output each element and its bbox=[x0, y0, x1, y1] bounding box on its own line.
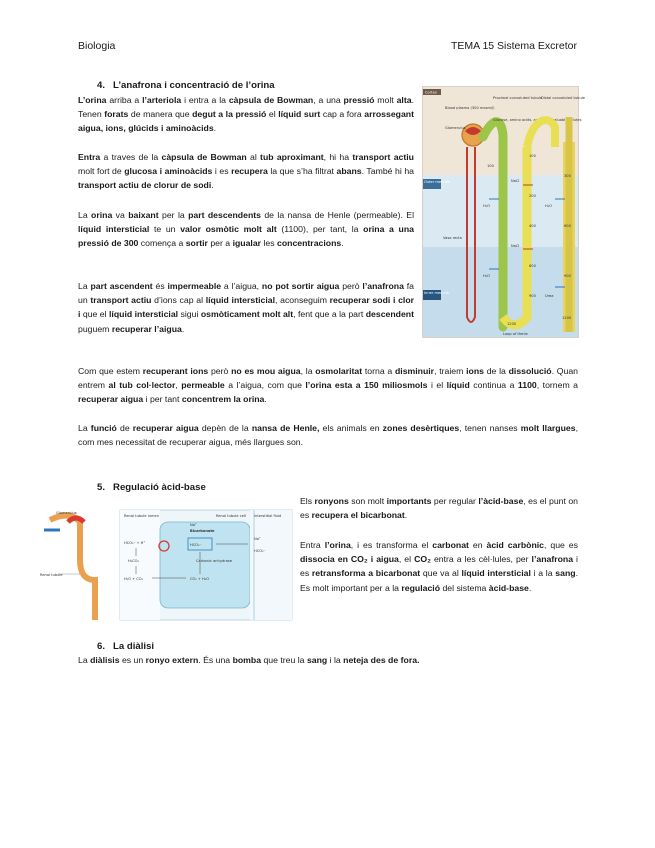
text-run: de bbox=[116, 423, 133, 433]
text-run: de la bbox=[483, 366, 509, 376]
bold-run: líquid surt bbox=[278, 109, 321, 120]
osmo-400: 400 bbox=[529, 224, 536, 228]
bold-run: ions bbox=[466, 366, 484, 376]
nacl-marker-1: NaCl bbox=[511, 179, 520, 183]
section-4-title: L’anafrona i concentració de l’orina bbox=[113, 80, 275, 91]
carbonic-anhydrase-label: Carbonic anhydrase bbox=[196, 559, 232, 563]
nacl-marker-2: NaCl bbox=[511, 244, 520, 248]
nephron-diagram-svg bbox=[423, 87, 585, 337]
text-run: . bbox=[404, 510, 408, 521]
text-run: que va al bbox=[420, 568, 462, 579]
bold-run: ronyons bbox=[314, 496, 349, 506]
bold-run: valor osmòtic molt alt bbox=[180, 224, 277, 235]
text-run: i es bbox=[300, 554, 578, 579]
glomerulus-label: Glomerulus bbox=[445, 126, 466, 130]
text-run: arriba a bbox=[106, 95, 143, 105]
text-run: cap a fora bbox=[320, 109, 365, 120]
na-in-label: Na⁺ bbox=[190, 523, 197, 527]
bold-run: l’àcid-base bbox=[478, 496, 524, 506]
bold-run: càpsula de Bowman bbox=[228, 95, 314, 105]
bold-run: orina bbox=[91, 210, 113, 220]
bicarbonate-label: Bicarbonate bbox=[190, 529, 215, 533]
lumen-zone bbox=[120, 510, 160, 620]
text-run: . bbox=[528, 582, 532, 593]
bold-run: Entra bbox=[78, 152, 101, 162]
bold-run: regulació bbox=[401, 582, 441, 593]
bold-run: l’arteriola bbox=[142, 95, 182, 105]
hco3-h-lumen: HCO₃⁻ + H⁺ bbox=[124, 541, 146, 545]
osmo-duct-900: 900 bbox=[564, 274, 571, 278]
bold-run: recuperar aigua bbox=[132, 423, 199, 433]
text-run: , a una bbox=[313, 95, 344, 105]
bold-run: importants bbox=[386, 496, 432, 506]
bold-run: igualar bbox=[232, 238, 262, 249]
glucose-label: Glucose, amino acids, and other valuable solutes bbox=[493, 118, 582, 122]
bold-run: transport actiu bbox=[352, 152, 414, 162]
distal-label: Distal convoluted tubule bbox=[541, 96, 585, 100]
bold-run: no es mou aigua bbox=[231, 366, 301, 376]
bold-run: 1100 bbox=[517, 380, 537, 391]
text-run: molt bbox=[374, 95, 397, 105]
bold-run: l’orina bbox=[324, 540, 351, 550]
text-run: i el bbox=[427, 380, 447, 391]
bold-run: orina a una pressió de 300 bbox=[78, 224, 414, 249]
bold-run: al tub col·lector bbox=[108, 380, 176, 391]
osmo-100: 100 bbox=[529, 154, 536, 158]
section-4-paragraph-4 bbox=[78, 279, 414, 336]
bold-run: líquid intersticial bbox=[205, 295, 276, 306]
text-run: . Quan entrem bbox=[78, 366, 578, 391]
text-run: a l’aigua, com que bbox=[224, 380, 306, 391]
text-run: Com que estem bbox=[78, 366, 143, 376]
text-run: i entra a la bbox=[181, 95, 229, 105]
bold-run: osmòticament molt alt bbox=[200, 309, 294, 320]
text-run: (1100), per tant, la bbox=[276, 224, 364, 235]
cell-hco3: HCO₃⁻ bbox=[190, 543, 202, 547]
text-run: i per tant bbox=[143, 394, 182, 405]
text-run: d’ions cap al bbox=[151, 295, 206, 306]
text-run: per regular bbox=[431, 496, 479, 506]
bold-run: l’anafrona bbox=[362, 281, 404, 291]
text-run: i es bbox=[212, 166, 232, 177]
text-run: . bbox=[264, 394, 267, 405]
bold-run: CO₂ bbox=[414, 554, 431, 565]
tubule-cell bbox=[160, 522, 250, 608]
text-run: i a la bbox=[530, 568, 556, 579]
osmo-200: 200 bbox=[529, 194, 536, 198]
bold-run: disminuir bbox=[394, 366, 435, 376]
text-run: que treu la bbox=[261, 655, 307, 665]
text-run: , bbox=[175, 380, 182, 391]
text-run: per la bbox=[158, 210, 189, 220]
text-run: al bbox=[246, 152, 261, 162]
text-run: les bbox=[261, 238, 277, 249]
text-run: , com mes necessitat de recuperar aigua, més llargues son. bbox=[78, 423, 578, 448]
text-run: per a bbox=[207, 238, 233, 249]
osmo-duct-1200: 1200 bbox=[562, 316, 572, 320]
text-run: , hi ha bbox=[323, 152, 353, 162]
text-run: , es el punt on es bbox=[300, 496, 578, 521]
text-run: entra a les cèl·lules, per bbox=[430, 554, 532, 565]
osmo-duct-300: 300 bbox=[564, 174, 571, 178]
section-4-paragraph-5 bbox=[78, 364, 578, 407]
text-run: és bbox=[152, 281, 168, 291]
text-run: , i es transforma el bbox=[350, 540, 433, 550]
bold-run: líquid intersticial bbox=[461, 568, 531, 579]
bold-run: l’anafrona bbox=[531, 554, 574, 565]
text-run: La bbox=[78, 281, 91, 291]
bold-run: concentracions bbox=[277, 238, 342, 249]
h2o-co2-lumen: H₂O + CO₂ bbox=[124, 577, 144, 581]
text-run: que el bbox=[80, 309, 110, 320]
text-run: , la bbox=[300, 366, 316, 376]
text-run: molt fort de bbox=[78, 166, 125, 177]
bold-run: líquid intersticial bbox=[109, 309, 179, 320]
bold-run: carbonat bbox=[432, 540, 469, 550]
bold-run: líquid intersticial bbox=[78, 224, 150, 235]
bold-run: dissolució bbox=[508, 366, 552, 376]
osmo-300-left: 100 bbox=[487, 164, 494, 168]
outer-medulla-label: Outer medulla bbox=[424, 180, 450, 184]
bold-run: pressió bbox=[343, 95, 375, 105]
h2o-marker-1: H₂O bbox=[483, 204, 490, 208]
nephron-diagram bbox=[422, 86, 585, 338]
bold-run: baixant bbox=[128, 210, 159, 220]
bold-run: concentrem la orina bbox=[181, 394, 265, 405]
section-4-paragraph-3 bbox=[78, 208, 414, 251]
section-5-title: Regulació àcid-base bbox=[113, 482, 206, 493]
bold-run: retransforma a bicarbonat bbox=[311, 568, 421, 579]
section-6-paragraph-1 bbox=[78, 653, 578, 667]
section-5-heading bbox=[97, 482, 206, 493]
text-run: , tenen nanses bbox=[459, 423, 521, 433]
text-run: , el bbox=[398, 554, 415, 565]
bold-run: permeable bbox=[181, 380, 225, 391]
text-run: , traiem bbox=[434, 366, 467, 376]
na-out-label: Na⁺ bbox=[254, 537, 261, 541]
bold-run: diàlisis bbox=[90, 655, 120, 665]
blood-plasma-label: Blood plasma (300 mosm/l) bbox=[445, 106, 495, 110]
bold-run: nansa de Henle, bbox=[251, 423, 320, 433]
text-run: es un bbox=[119, 655, 146, 665]
bold-run: transport actiu de clorur de sodi bbox=[78, 180, 212, 191]
bold-run: sang bbox=[306, 655, 328, 665]
text-run: torna a bbox=[362, 366, 395, 376]
text-run: . bbox=[341, 238, 344, 249]
text-run: va bbox=[112, 210, 129, 220]
bold-run: glucosa i aminoàcids bbox=[124, 166, 213, 177]
bold-run: part ascendent bbox=[90, 281, 153, 291]
text-run: en bbox=[468, 540, 487, 550]
text-run: son molt bbox=[348, 496, 387, 506]
text-run: puguem bbox=[78, 323, 112, 334]
osmo-1200: 1200 bbox=[507, 322, 517, 326]
text-run: te un bbox=[149, 224, 181, 235]
text-run: de manera que bbox=[128, 109, 193, 120]
bold-run: molt llargues bbox=[520, 423, 576, 433]
bold-run: descendent bbox=[365, 309, 415, 320]
bold-run: recupera el bicarbonat bbox=[311, 510, 405, 521]
bold-run: arrossegant aigua, ions, glúcids i aminoàcids bbox=[78, 109, 414, 134]
bold-run: tub aproximant bbox=[260, 152, 324, 162]
text-run: . bbox=[213, 123, 217, 134]
text-run: . bbox=[181, 323, 185, 334]
text-run: La bbox=[78, 210, 92, 220]
hco3-out-label: HCO₃⁻ bbox=[254, 549, 266, 553]
text-run: però bbox=[208, 366, 232, 376]
bold-run: funció bbox=[90, 423, 117, 433]
cortex-label: Cortex bbox=[425, 90, 437, 95]
interstitial-zone bbox=[250, 510, 292, 620]
tubule-cell-label: Renal tubule cell bbox=[216, 514, 246, 518]
bold-run: l’orina esta a 150 miliosmols bbox=[305, 380, 428, 391]
proximal-label: Proximal convoluted tubule bbox=[493, 96, 543, 100]
text-run: . També hi ha bbox=[361, 166, 414, 177]
bold-run: zones desèrtiques bbox=[382, 423, 460, 433]
text-run: sigui bbox=[178, 309, 201, 320]
bold-run: recuperant ions bbox=[142, 366, 209, 376]
text-run: fa un bbox=[78, 281, 414, 306]
bold-run: recuperar l’aigua bbox=[111, 323, 182, 334]
section-4-paragraph-1 bbox=[78, 93, 414, 136]
urea-marker: Urea bbox=[545, 294, 554, 298]
acid-base-diagram bbox=[40, 500, 294, 622]
text-run: continua a bbox=[469, 380, 518, 391]
h2co3-lumen: H₂CO₃ bbox=[128, 559, 139, 563]
text-run: de la nansa de Henle (permeable). El bbox=[260, 210, 415, 220]
section-6-number: 6. bbox=[97, 641, 106, 652]
text-run: del sistema bbox=[440, 582, 489, 593]
bold-run: sang bbox=[555, 568, 576, 579]
bold-run: impermeable bbox=[167, 281, 222, 291]
text-run: depèn de la bbox=[198, 423, 252, 433]
text-run: , que es bbox=[544, 540, 578, 550]
text-run: , fent que a la part bbox=[293, 309, 366, 320]
bold-run: líquid bbox=[446, 380, 470, 391]
section-4-paragraph-6 bbox=[78, 421, 578, 449]
text-run: a traves de la bbox=[100, 152, 162, 162]
text-run: però bbox=[339, 281, 363, 291]
text-run: , aconseguim bbox=[275, 295, 330, 306]
text-run: La bbox=[78, 655, 91, 665]
text-run: a l’aigua, bbox=[221, 281, 262, 291]
h2o-marker-2: H₂O bbox=[483, 274, 490, 278]
text-run: La bbox=[78, 423, 91, 433]
text-run: . És una bbox=[198, 655, 233, 665]
bold-run: abans bbox=[336, 166, 362, 177]
bold-run: recupera bbox=[231, 166, 268, 177]
bold-run: àcid carbònic bbox=[486, 540, 545, 550]
header-topic: TEMA 15 Sistema Excretor bbox=[450, 40, 577, 52]
section-6-heading bbox=[97, 641, 154, 652]
text-run: i la bbox=[327, 655, 344, 665]
section-4-heading bbox=[97, 80, 275, 91]
bold-run: alta bbox=[396, 95, 412, 105]
bold-run: degut a la pressió bbox=[192, 109, 267, 120]
bold-run: ronyo extern bbox=[145, 655, 199, 665]
section-4-paragraph-2 bbox=[78, 150, 414, 193]
bold-run: transport actiu bbox=[90, 295, 152, 306]
text-run: Entra bbox=[300, 540, 325, 550]
bold-run: L’orina bbox=[78, 95, 107, 105]
inner-medulla-label: Inner medulla bbox=[424, 291, 449, 295]
bold-run: no pot sortir aigua bbox=[261, 281, 340, 291]
loop-of-henle-label: Loop of Henle bbox=[503, 332, 528, 336]
text-run: . bbox=[211, 180, 214, 191]
co2-h2o-cell: CO₂ + H₂O bbox=[190, 577, 210, 581]
glomerulus-label-2: Glomerulus bbox=[56, 511, 77, 515]
bold-run: osmolaritat bbox=[315, 366, 363, 376]
bold-run: bomba bbox=[232, 655, 262, 665]
acid-base-diagram-svg bbox=[40, 500, 294, 622]
bold-run: recuperar sodi i clor i bbox=[78, 295, 415, 320]
header-subject: Biologia bbox=[78, 40, 116, 52]
osmo-600: 600 bbox=[529, 264, 536, 268]
text-run: . Es molt important per a la bbox=[300, 568, 578, 593]
text-run: comença a bbox=[138, 238, 186, 249]
bold-run: forats bbox=[104, 109, 129, 120]
tubule-lumen-label: Renal tubule lumen bbox=[124, 514, 160, 518]
bold-run: recuperar aigua bbox=[78, 394, 144, 405]
bold-run: sortir bbox=[185, 238, 208, 249]
osmo-duct-600: 600 bbox=[564, 224, 571, 228]
bold-run: càpsula de Bowman bbox=[161, 152, 247, 162]
bold-run: dissocia en CO₂ i aigua bbox=[300, 554, 399, 565]
text-run: el bbox=[266, 109, 279, 120]
text-run: els animals en bbox=[319, 423, 383, 433]
h2o-marker-3: H₂O bbox=[545, 204, 552, 208]
text-run: , tornem a bbox=[536, 380, 579, 391]
text-run: la que s’ha filtrat bbox=[267, 166, 337, 177]
bold-run: àcid-base bbox=[488, 582, 529, 593]
osmo-900: 900 bbox=[529, 294, 536, 298]
section-6-title: La diàlisi bbox=[113, 641, 155, 652]
interstitial-label: Interstitial fluid bbox=[254, 514, 282, 518]
section-5-number: 5. bbox=[97, 482, 106, 493]
section-4-number: 4. bbox=[97, 80, 106, 91]
text-run: . Tenen bbox=[78, 95, 414, 120]
section-5-paragraph-2 bbox=[300, 538, 578, 595]
text-run: Els bbox=[300, 496, 315, 506]
vasa-recta-label: Vasa recta bbox=[443, 236, 462, 240]
bold-run: neteja des de fora. bbox=[343, 655, 420, 665]
bold-run: part descendents bbox=[188, 210, 261, 220]
section-5-paragraph-1 bbox=[300, 494, 578, 522]
renal-tubule-label: Renal tubule bbox=[40, 573, 63, 577]
